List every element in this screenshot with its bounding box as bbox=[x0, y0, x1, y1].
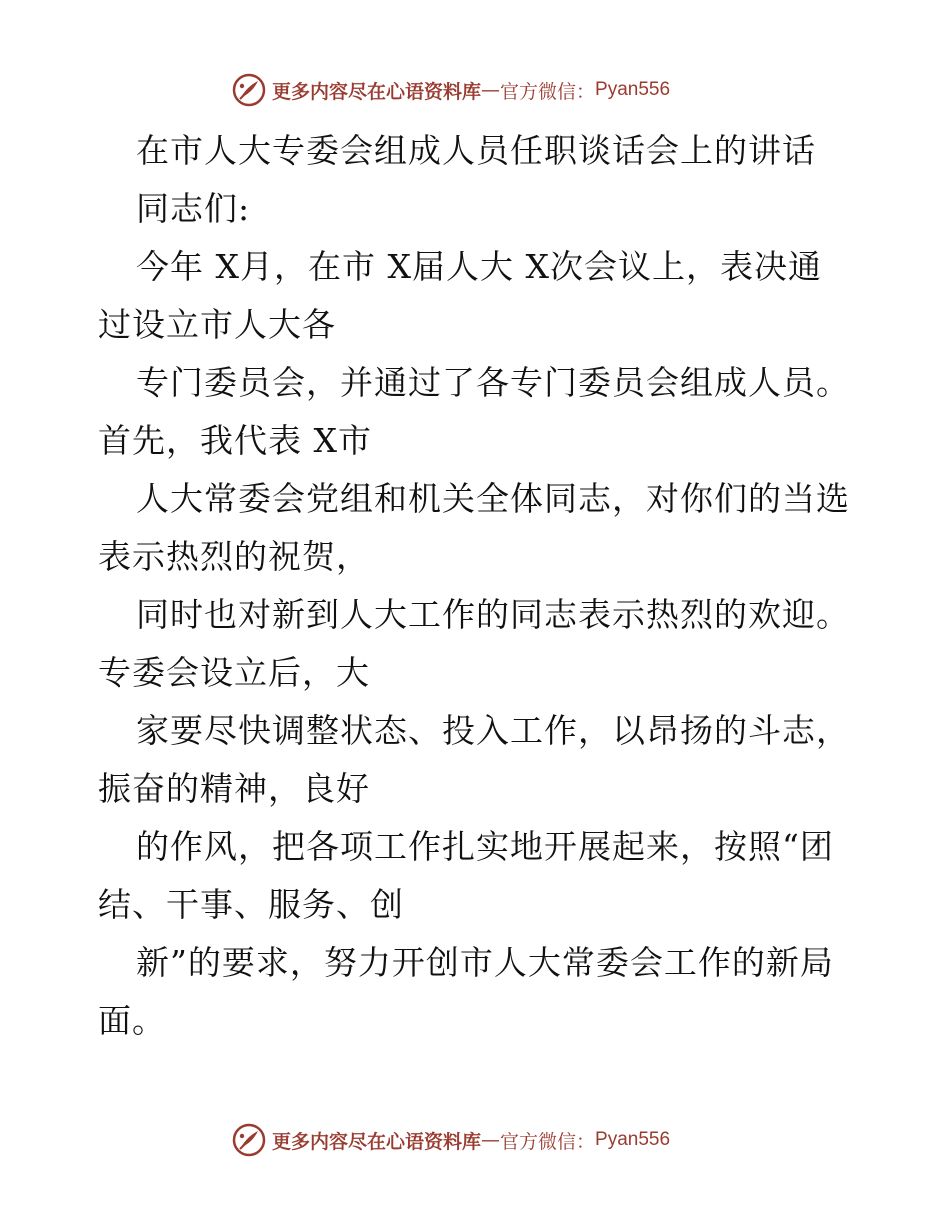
quill-pen-logo-icon bbox=[232, 73, 266, 107]
text-line: 家要尽快调整状态、投入工作，以昂扬的斗志， bbox=[136, 711, 850, 750]
salutation: 同志们: bbox=[136, 189, 251, 228]
header-watermark bbox=[232, 70, 670, 110]
text-line: 结、干事、服务、创 bbox=[98, 885, 404, 924]
watermark-separator: — bbox=[481, 1129, 501, 1151]
text-line: 表示热烈的祝贺， bbox=[98, 537, 370, 576]
text-line: 新”的要求，努力开创市人大常委会工作的新局 bbox=[136, 943, 834, 982]
text-line: 面。 bbox=[98, 1001, 166, 1040]
watermark-site-text: 更多内容尽在心语资料库 bbox=[272, 1130, 482, 1153]
watermark-wechat-id: Pyan556 bbox=[595, 79, 671, 100]
document-title: 在市人大专委会组成人员任职谈话会上的讲话 bbox=[136, 131, 816, 170]
text-line: 过设立市人大各 bbox=[98, 305, 336, 344]
text-line: 振奋的精神，良好 bbox=[98, 769, 370, 808]
watermark-wechat-label: 官方微信： bbox=[500, 80, 596, 103]
text-line: 的作风，把各项工作扎实地开展起来，按照“团 bbox=[136, 827, 834, 866]
footer-watermark bbox=[232, 1120, 670, 1160]
watermark-site-text: 更多内容尽在心语资料库 bbox=[272, 80, 482, 103]
text-line: 专门委员会，并通过了各专门委员会组成人员。 bbox=[136, 363, 850, 402]
text-line: 首先，我代表 X市 bbox=[98, 421, 372, 460]
text-line: 同时也对新到人大工作的同志表示热烈的欢迎。 bbox=[136, 595, 850, 634]
watermark-wechat-label: 官方微信： bbox=[500, 1130, 596, 1153]
text-line: 专委会设立后，大 bbox=[98, 653, 370, 692]
quill-pen-logo-icon bbox=[232, 1123, 266, 1157]
document-body bbox=[98, 122, 868, 1050]
text-line: 今年 X月，在市 X届人大 X次会议上，表决通 bbox=[136, 247, 822, 286]
text-line: 人大常委会党组和机关全体同志，对你们的当选 bbox=[136, 479, 850, 518]
watermark-separator: — bbox=[481, 79, 501, 101]
watermark-wechat-id: Pyan556 bbox=[595, 1129, 671, 1150]
